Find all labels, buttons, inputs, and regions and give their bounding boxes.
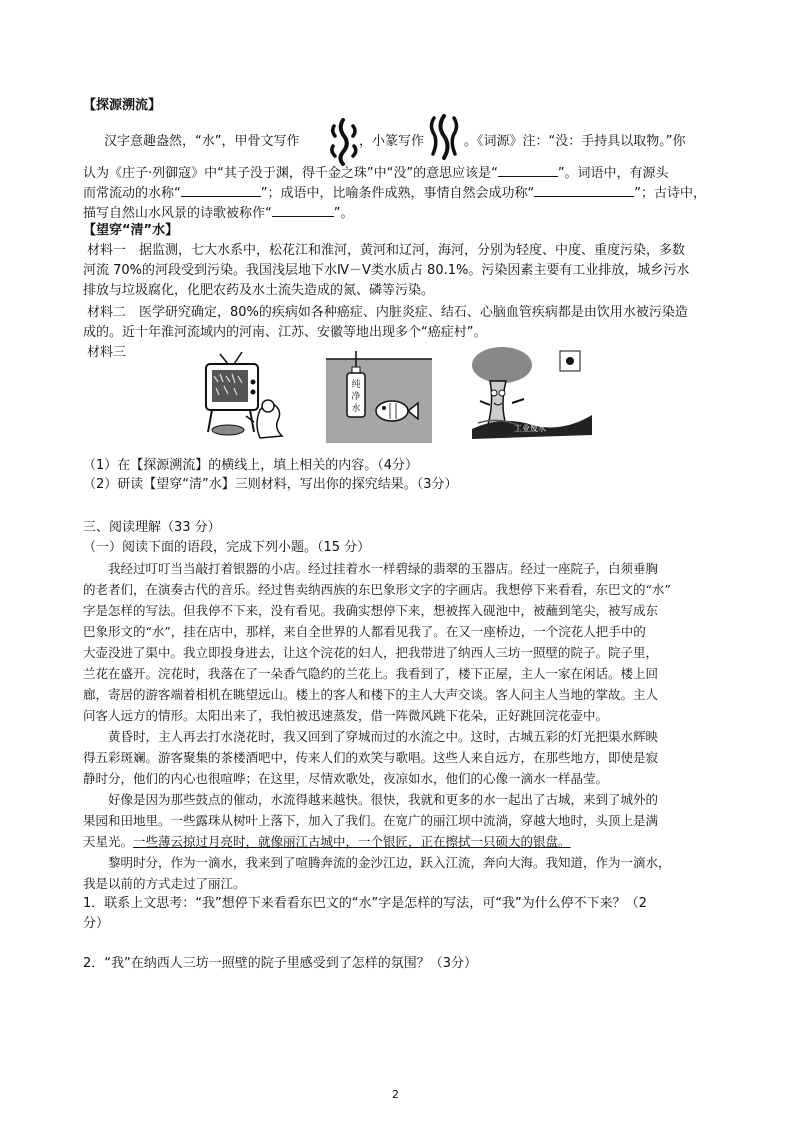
question-top-2: （2）研读【望穿“清”水】三则材料，写出你的探究结果。（3分） xyxy=(83,477,458,492)
reading-passage xyxy=(83,558,671,894)
oracle-bone-water-glyph xyxy=(330,118,358,166)
trace-line-4a: 描写自然山水风景的诗歌被称作“ xyxy=(83,206,272,221)
material-1-line-2: 河流 70%的河段受到污染。我国浅层地下水Ⅳ－Ⅴ类水质占 80.1%。污染因素主要有工业排放，城乡污水 xyxy=(83,263,690,278)
trace-line-1a: 汉字意趣盎然，“水”，甲骨文写作 xyxy=(104,134,300,149)
passage-line: 黎明时分，作为一滴水，我来到了喧腾奔流的金沙江边，跃入江流，奔向大海。我知道，作为一滴水， xyxy=(83,855,671,870)
trace-line-3b: ”；成语中，比喻条件成熟，事情自然会成功称“ xyxy=(260,186,535,201)
bottle-label-2: 净 xyxy=(351,392,361,402)
blank-meaning[interactable] xyxy=(498,163,558,177)
cartoon-bottle-fish-illustration xyxy=(326,351,432,443)
reading-question-2: 2．“我”在纳西人三坊一照壁的院子里感受到了怎样的氛围？（3分） xyxy=(83,956,478,971)
passage-line: 得五彩斑斓。游客聚集的茶楼酒吧中，传来人们的欢笑与歌唱。这些人来自远方，在那些地方，即使是寂 xyxy=(83,750,659,765)
cartoon-tree-wastewater-illustration xyxy=(468,345,596,445)
material-2-line-1: 材料二 医学研究确定，80%的疾病如各种癌症、内脏炎症、结石、心脑血管疾病都是由饮用水被污染造 xyxy=(87,305,688,320)
trace-line-1c: 。《词源》注：“没：手持具以取物。”你 xyxy=(464,134,686,149)
material-2-line-2: 成的。近十年淮河流域内的河南、江苏、安徽等地出现多个“癌症村”。 xyxy=(83,325,487,340)
passage-line-start: 天星光。 xyxy=(83,834,134,849)
section-heading-trace: 【探源溯流】 xyxy=(83,98,162,113)
trace-line-3c: ”；古诗中， xyxy=(634,186,706,201)
passage-line: 好像是因为那些鼓点的催动，水流得越来越快。很快，我就和更多的水一起出了古城，来到了城外的 xyxy=(83,792,659,807)
passage-line: 兰花在盛开。浣花时，我落在了一朵香气隐约的兰花上。我看到了，楼下正屋，主人一家在闲话。楼上回 xyxy=(83,666,659,681)
blank-poem-type[interactable] xyxy=(272,203,334,217)
passage-line: 字是怎样的写法。但我停不下来，没有看见。我确实想停下来，想被挥入砚池中，被蘸到笔尖，被写成东 xyxy=(83,603,659,618)
passage-line: 廊，寄居的游客端着相机在眺望远山。楼上的客人和楼下的主人大声交谈。客人问主人当地的掌故。主人 xyxy=(83,687,659,702)
passage-line-with-underline xyxy=(83,831,671,852)
passage-line: 的老者们，在演奏古代的音乐。经过售卖纳西族的东巴象形文字的字画店。我想停下来看看，东巴文的“水” xyxy=(83,582,671,597)
passage-line: 静时分，他们的内心也很喧哗；在这里，尽情欢歌处，夜凉如水，他们的心像一滴水一样晶莹。 xyxy=(83,771,609,786)
cartoon-tv-illustration xyxy=(198,352,288,444)
passage-line: 黄昏时，主人再去打水浇花时，我又回到了穿城而过的水流之中。这时，古城五彩的灯光把渠水辉映 xyxy=(83,729,659,744)
underlined-sentence: 一些薄云掠过月亮时，就像丽江古城中，一个银匠，正在擦拭一只硕大的银盘。 xyxy=(133,834,571,849)
trace-line-2b: ”。词语中，有源头 xyxy=(557,166,669,181)
reading-question-1a: 1．联系上文思考：“我”想停下来看看东巴文的“水”字是怎样的写法，可“我”为什么停不下来？（2 xyxy=(83,896,647,911)
wastewater-label: 工业废水 xyxy=(514,424,546,433)
trace-line-4b: ”。 xyxy=(333,206,354,221)
passage-line: 我经过叮叮当当敲打着银器的小店。经过挂着水一样碧绿的翡翠的玉器店。经过一座院子，白须垂胸 xyxy=(83,561,659,576)
trace-line-1b: ，小篆写作 xyxy=(359,134,425,149)
trace-line-3 xyxy=(83,183,706,204)
blank-idiom[interactable] xyxy=(534,183,634,197)
reading-section-title: 三、阅读理解（33 分） xyxy=(83,520,221,535)
reading-sub-title: （一）阅读下面的语段，完成下列小题。（15 分） xyxy=(83,540,371,555)
material-1-line-1: 材料一 据监测，七大水系中，松花江和淮河，黄河和辽河，海河，分别为轻度、中度、重度污染，多数 xyxy=(87,243,686,258)
material-3-label: 材料三 xyxy=(87,345,127,360)
seal-script-water-glyph xyxy=(426,114,462,164)
passage-line: 大壶没进了渠中。我立即投身进去，让这个浣花的妇人，把我带进了纳西人三坊一照壁的院子。院子里， xyxy=(83,645,659,660)
trace-line-1 xyxy=(104,132,299,152)
trace-line-2a: 认为《庄子·列御寇》中“其子没于渊，得千金之珠”中“没”的意思应该是“ xyxy=(83,166,498,181)
page-number: 2 xyxy=(392,1088,399,1101)
trace-line-3a: 而常流动的水称“ xyxy=(83,186,181,201)
reading-question-1b: 分） xyxy=(83,916,110,931)
trace-line-2 xyxy=(83,163,669,184)
blank-flowing-water[interactable] xyxy=(181,183,261,197)
bottle-label-1: 纯 xyxy=(351,380,361,390)
passage-line: 问客人远方的情形。太阳出来了，我怕被迅速蒸发，借一阵微风跳下花朵，正好跳回浣花壶中。 xyxy=(83,708,609,723)
material-1-line-3: 排放与垃圾腐化，化肥农药及水土流失造成的氮、磷等污染。 xyxy=(83,283,435,298)
question-top-1: （1）在【探源溯流】的横线上，填上相关的内容。（4分） xyxy=(83,458,419,473)
passage-line: 巴象形文的“水”，挂在店中，那样，来自全世界的人都看见我了。在又一座桥边，一个浣花人把手中的 xyxy=(83,624,646,639)
section-heading-water: 【望穿“清”水】 xyxy=(83,223,179,238)
passage-line: 果园和田地里。一些露珠从树叶上落下，加入了我们。在宽广的丽江坝中流淌，穿越大地时，头顶上是满 xyxy=(83,813,659,828)
bottle-label-3: 水 xyxy=(351,404,361,414)
passage-line: 我是以前的方式走过了丽江。 xyxy=(83,876,246,891)
